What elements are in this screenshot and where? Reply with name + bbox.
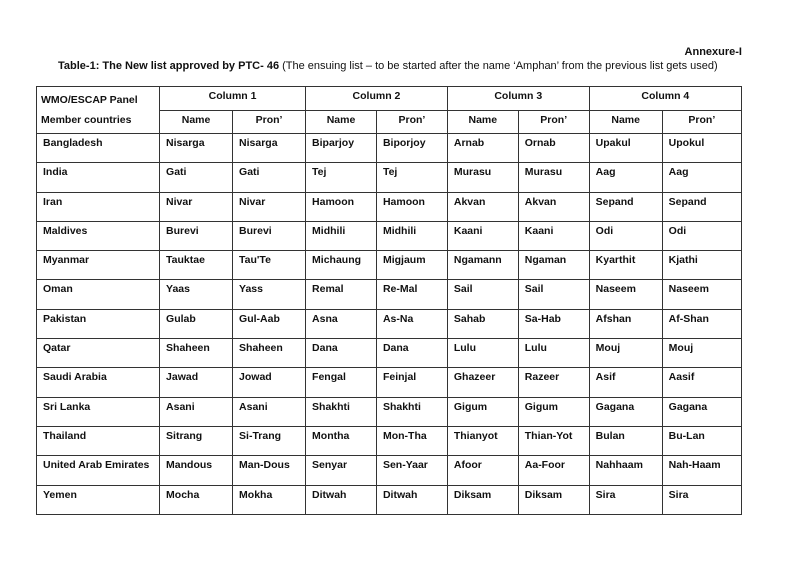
pronunciation-cell: Kaani [518,221,589,250]
pronunciation-cell: Nah-Haam [662,456,741,485]
country-cell: Pakistan [37,309,160,338]
name-header: Name [160,110,233,134]
pronunciation-cell: Upokul [662,134,741,163]
name-cell: Naseem [589,280,662,309]
pronunciation-cell: Feinjal [376,368,447,397]
pronunciation-cell: Mouj [662,339,741,368]
name-cell: Shaheen [160,339,233,368]
pronunciation-cell: Af-Shan [662,309,741,338]
pron-header: Pron’ [662,110,741,134]
pronunciation-cell: Sepand [662,192,741,221]
name-cell: Nivar [160,192,233,221]
pronunciation-cell: Aasif [662,368,741,397]
pronunciation-cell: Diksam [518,485,589,514]
pronunciation-cell: Sa-Hab [518,309,589,338]
table-row [37,397,742,426]
name-cell: Ditwah [306,485,377,514]
name-cell: Diksam [447,485,518,514]
name-cell: Asif [589,368,662,397]
country-cell: Oman [37,280,160,309]
member-countries-header: WMO/ESCAP Panel Member countries [37,87,160,134]
column-group-header: Column 1 [160,87,306,111]
name-cell: Kyarthit [589,251,662,280]
pronunciation-cell: Bu-Lan [662,426,741,455]
column-group-header: Column 4 [589,87,741,111]
pronunciation-cell: Naseem [662,280,741,309]
table-row [37,251,742,280]
table-row [37,456,742,485]
country-cell: Qatar [37,339,160,368]
name-cell: Akvan [447,192,518,221]
name-cell: Biparjoy [306,134,377,163]
name-cell: Gagana [589,397,662,426]
pron-header: Pron’ [376,110,447,134]
name-cell: Fengal [306,368,377,397]
name-cell: Nahhaam [589,456,662,485]
pronunciation-cell: Asani [233,397,306,426]
pronunciation-cell: Mon-Tha [376,426,447,455]
country-cell: United Arab Emirates [37,456,160,485]
table-caption [58,60,750,72]
name-cell: Asani [160,397,233,426]
pronunciation-cell: Sira [662,485,741,514]
pronunciation-cell: Gigum [518,397,589,426]
pronunciation-cell: Man-Dous [233,456,306,485]
column-group-header: Column 2 [306,87,448,111]
name-cell: Jawad [160,368,233,397]
name-cell: Gigum [447,397,518,426]
country-cell: Saudi Arabia [37,368,160,397]
table-row [37,134,742,163]
pronunciation-cell: Ditwah [376,485,447,514]
name-cell: Thianyot [447,426,518,455]
name-cell: Nisarga [160,134,233,163]
name-cell: Sahab [447,309,518,338]
pronunciation-cell: Odi [662,221,741,250]
name-cell: Yaas [160,280,233,309]
table-row [37,163,742,192]
country-cell: India [37,163,160,192]
name-cell: Sitrang [160,426,233,455]
pronunciation-cell: Si-Trang [233,426,306,455]
pronunciation-cell: Burevi [233,221,306,250]
name-cell: Michaung [306,251,377,280]
name-cell: Gati [160,163,233,192]
pronunciation-cell: Dana [376,339,447,368]
pronunciation-cell: Yass [233,280,306,309]
pronunciation-cell: Thian-Yot [518,426,589,455]
table-row [37,309,742,338]
pronunciation-cell: Gati [233,163,306,192]
country-cell: Sri Lanka [37,397,160,426]
pronunciation-cell: Sail [518,280,589,309]
pronunciation-cell: Tej [376,163,447,192]
table-row [37,221,742,250]
country-cell: Yemen [37,485,160,514]
name-cell: Sira [589,485,662,514]
name-cell: Asna [306,309,377,338]
name-cell: Mouj [589,339,662,368]
pronunciation-cell: Razeer [518,368,589,397]
name-cell: Bulan [589,426,662,455]
pronunciation-cell: Aa-Foor [518,456,589,485]
name-cell: Mocha [160,485,233,514]
name-cell: Upakul [589,134,662,163]
pronunciation-cell: Kjathi [662,251,741,280]
pronunciation-cell: Migjaum [376,251,447,280]
name-cell: Sepand [589,192,662,221]
name-cell: Sail [447,280,518,309]
country-cell: Myanmar [37,251,160,280]
country-cell: Maldives [37,221,160,250]
pronunciation-cell: Shaheen [233,339,306,368]
country-cell: Bangladesh [37,134,160,163]
name-cell: Odi [589,221,662,250]
name-cell: Arnab [447,134,518,163]
annexure-label: Annexure-I [684,46,742,58]
pronunciation-cell: Aag [662,163,741,192]
pronunciation-cell: Biporjoy [376,134,447,163]
name-cell: Dana [306,339,377,368]
pronunciation-cell: Nivar [233,192,306,221]
pron-header: Pron’ [518,110,589,134]
cyclone-names-table [36,86,742,515]
pronunciation-cell: As-Na [376,309,447,338]
name-cell: Murasu [447,163,518,192]
name-cell: Shakhti [306,397,377,426]
table-row [37,280,742,309]
pronunciation-cell: Lulu [518,339,589,368]
table-row [37,192,742,221]
caption-title: Table-1: The New list approved by PTC- 46 [58,60,280,72]
table-row [37,368,742,397]
table-row [37,485,742,514]
pronunciation-cell: Ngaman [518,251,589,280]
table-row [37,426,742,455]
name-cell: Gulab [160,309,233,338]
name-cell: Ghazeer [447,368,518,397]
pronunciation-cell: Jowad [233,368,306,397]
name-cell: Lulu [447,339,518,368]
name-header: Name [447,110,518,134]
name-cell: Afoor [447,456,518,485]
name-cell: Ngamann [447,251,518,280]
column-group-header: Column 3 [447,87,589,111]
country-cell: Thailand [37,426,160,455]
name-header: Name [589,110,662,134]
pronunciation-cell: Re-Mal [376,280,447,309]
name-cell: Mandous [160,456,233,485]
name-cell: Kaani [447,221,518,250]
name-header: Name [306,110,377,134]
name-cell: Burevi [160,221,233,250]
pronunciation-cell: Murasu [518,163,589,192]
name-cell: Tej [306,163,377,192]
pronunciation-cell: Gagana [662,397,741,426]
pronunciation-cell: Gul-Aab [233,309,306,338]
pronunciation-cell: Akvan [518,192,589,221]
country-cell: Iran [37,192,160,221]
name-cell: Aag [589,163,662,192]
caption-note: (The ensuing list – to be started after the name ‘Amphan’ from the previous list gets used) [279,60,718,72]
name-cell: Montha [306,426,377,455]
pronunciation-cell: Nisarga [233,134,306,163]
table-row [37,339,742,368]
name-cell: Afshan [589,309,662,338]
name-cell: Senyar [306,456,377,485]
name-cell: Remal [306,280,377,309]
name-cell: Midhili [306,221,377,250]
pronunciation-cell: Sen-Yaar [376,456,447,485]
pronunciation-cell: Hamoon [376,192,447,221]
name-cell: Hamoon [306,192,377,221]
pronunciation-cell: Mokha [233,485,306,514]
pronunciation-cell: Shakhti [376,397,447,426]
table-body [37,134,742,515]
pronunciation-cell: Tau'Te [233,251,306,280]
pronunciation-cell: Midhili [376,221,447,250]
header-row-groups [37,87,742,111]
pron-header: Pron’ [233,110,306,134]
name-cell: Tauktae [160,251,233,280]
pronunciation-cell: Ornab [518,134,589,163]
